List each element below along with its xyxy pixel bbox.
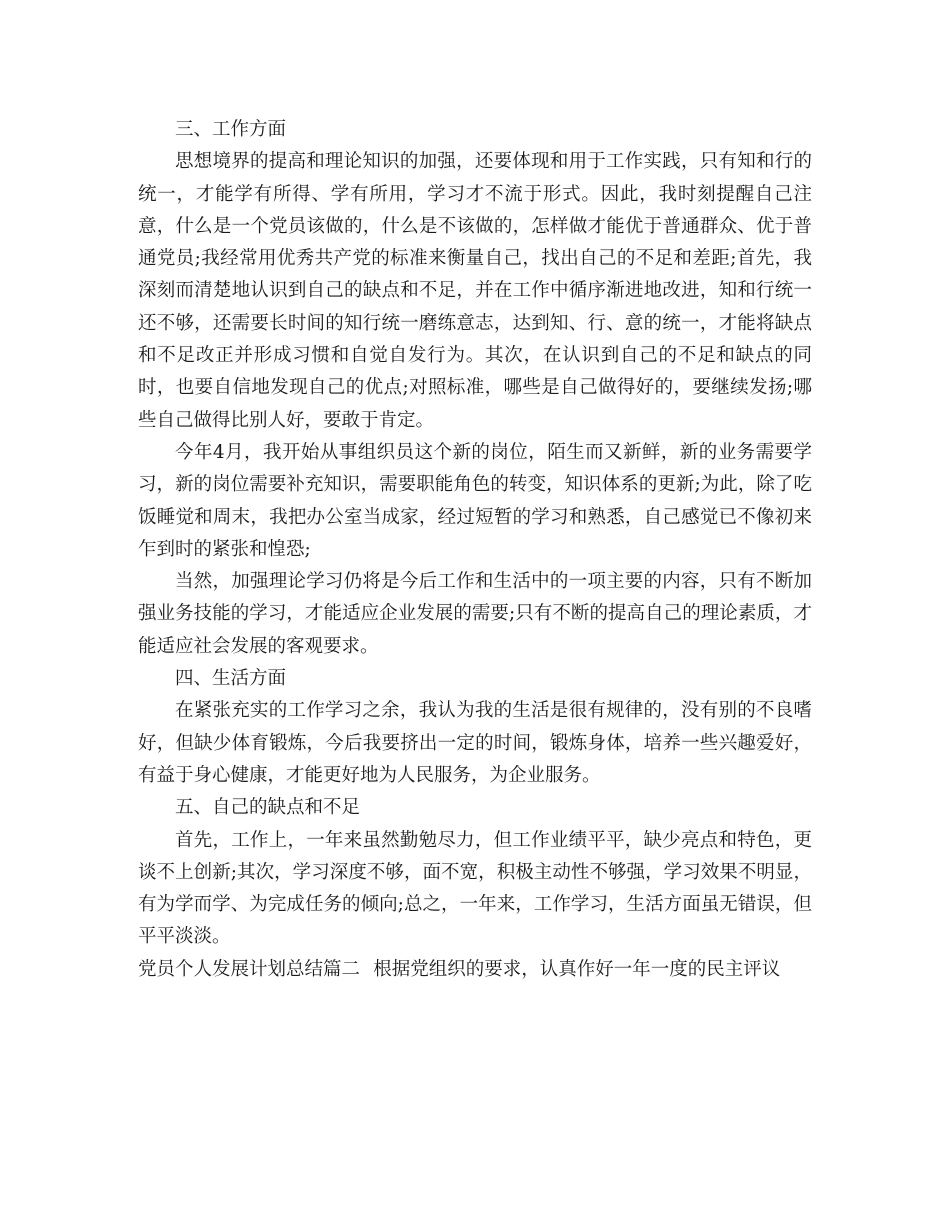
paragraph-next-article-start: 党员个人发展计划总结篇二 根据党组织的要求，认真作好一年一度的民主评议 <box>138 958 781 980</box>
document-body <box>138 114 812 986</box>
paragraph-shortcomings: 首先，工作上，一年来虽然勤勉尽力，但工作业绩平平，缺少亮点和特色，更谈不上创新;其次，学习深度不够，面不宽，积极主动性不够强，学习效果不明显，有为学而学、为完成任务的倾向;总之，一年来，工作学习，生活方面虽无错误，但平平淡淡。 <box>138 829 812 948</box>
paragraph-work-new-position: 今年4月，我开始从事组织员这个新的岗位，陌生而又新鲜，新的业务需要学习，新的岗位需要补充知识，需要职能角色的转变，知识体系的更新;为此，除了吃饭睡觉和周末，我把办公室当成家，经过短暂的学习和熟悉，自己感觉已不像初来乍到时的紧张和惶恐; <box>138 441 812 560</box>
section-heading-shortcomings: 五、自己的缺点和不足 <box>175 797 361 819</box>
paragraph-work-theory-study: 当然，加强理论学习仍将是今后工作和生活中的一项主要的内容，只有不断加强业务技能的学习，才能适应企业发展的需要;只有不断的提高自己的理论素质，才能适应社会发展的客观要求。 <box>138 571 812 657</box>
section-heading-life: 四、生活方面 <box>175 668 287 690</box>
section-heading-work: 三、工作方面 <box>175 119 287 140</box>
paragraph-life: 在紧张充实的工作学习之余，我认为我的生活是很有规律的，没有别的不良嗜好，但缺少体育锻炼，今后我要挤出一定的时间，锻炼身体，培养一些兴趣爱好，有益于身心健康，才能更好地为人民服务，为企业服务。 <box>138 700 812 786</box>
paragraph-work-thinking: 思想境界的提高和理论知识的加强，还要体现和用于工作实践，只有知和行的统一，才能学有所得、学有所用，学习才不流于形式。因此，我时刻提醒自己注意，什么是一个党员该做的，什么是不该做的，怎样做才能优于普通群众、优于普通党员;我经常用优秀共产党的标准来衡量自己，找出自己的不足和差距;首先，我深刻而清楚地认识到自己的缺点和不足，并在工作中循序渐进地改进，知和行统一还不够，还需要长时间的知行统一磨练意志，达到知、行、意的统一，才能将缺点和不足改正并形成习惯和自觉自发行为。其次，在认识到自己的不足和缺点的同时，也要自信地发现自己的优点;对照标准，哪些是自己做得好的，要继续发扬;哪些自己做得比别人好，要敢于肯定。 <box>138 151 812 431</box>
